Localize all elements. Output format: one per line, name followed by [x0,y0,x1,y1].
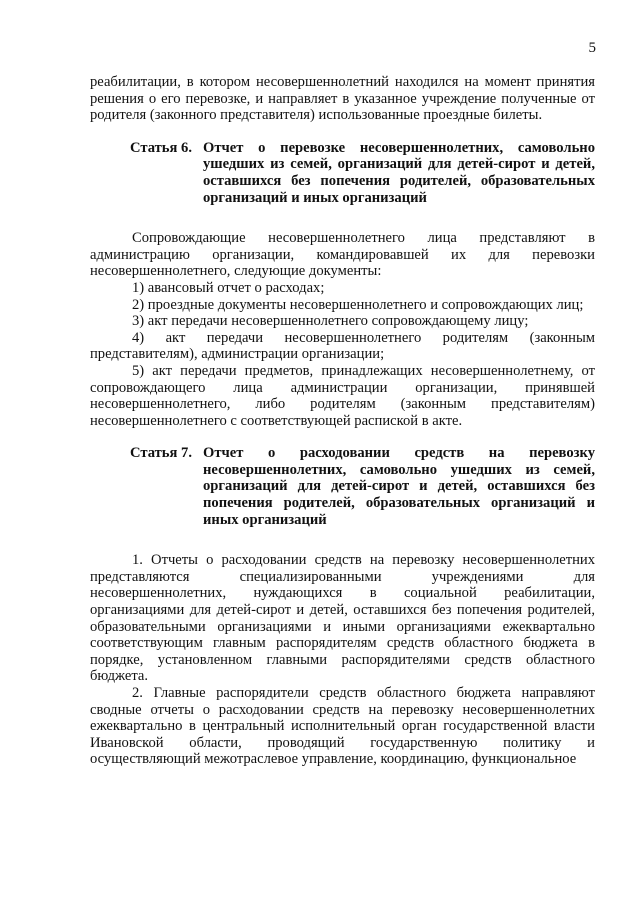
article-6-label: Статья 6. [130,139,192,156]
page-number: 5 [588,40,596,56]
article-6-item-5: 5) акт передачи предметов, принадлежащих несовершеннолетнему, от сопровождающего лица администрации организации, принявшей несовершеннолетнего, либо родителям (законным представителям) несовершеннолетнего с соответствующей распиской в акте. [90,362,595,429]
article-7-paragraph-2: 2. Главные распорядители средств областного бюджета направляют сводные отчеты о расходовании средств на перевозку несовершеннолетних ежеквартально в центральный исполнительный орган государственной власти Ивановской области, проводящий государственную политику и осуществляющий межотраслевое управление, координацию, функциональное [90,685,595,768]
article-6-heading [90,140,595,206]
article-6-item-1: 1) авансовый отчет о расходах; [132,279,325,296]
article-7-label: Статья 7. [130,445,192,462]
article-6-item-2: 2) проездные документы несовершеннолетнего и сопровождающих лиц; [132,296,584,313]
article-6-item-3: 3) акт передачи несовершеннолетнего сопровождающему лицу; [132,313,529,330]
document-body [90,74,595,768]
article-7-paragraph-1: 1. Отчеты о расходовании средств на перевозку несовершеннолетних представляются специализированными учреждениями для несовершеннолетних, нуждающихся в социальной реабилитации, организациями для детей-сирот и детей, оставшихся без попечения родителей, образовательными организациями и иными организациями ежеквартально соответствующим главным распорядителям средств областного бюджета в порядке, установленном главными распорядителями средств областного бюджета. [90,552,595,685]
article-7-heading [90,445,595,528]
article-6-title: Отчет о перевозке несовершеннолетних, самовольно ушедших из семей, организаций для детей-сирот и детей, оставшихся без попечения родителей, образовательных организаций и иных организаций [203,139,595,206]
article-6-item-4: 4) акт передачи несовершеннолетнего родителям (законным представителям), администрации организации; [90,329,595,363]
intro-paragraph: реабилитации, в котором несовершеннолетний находился на момент принятия решения о его перевозке, и направляет в указанное учреждение полученные от родителя (законного представителя) использованные проездные билеты. [90,74,595,124]
article-6-lead-paragraph: Сопровождающие несовершеннолетнего лица представляют в администрацию организации, командировавшей их для перевозки несовершеннолетнего, следующие документы: [90,230,595,280]
article-7-title: Отчет о расходовании средств на перевозку несовершеннолетних, самовольно ушедших из семей, организаций для детей-сирот и детей, оставшихся без попечения родителей, образовательных организаций и иных организаций [203,445,595,528]
